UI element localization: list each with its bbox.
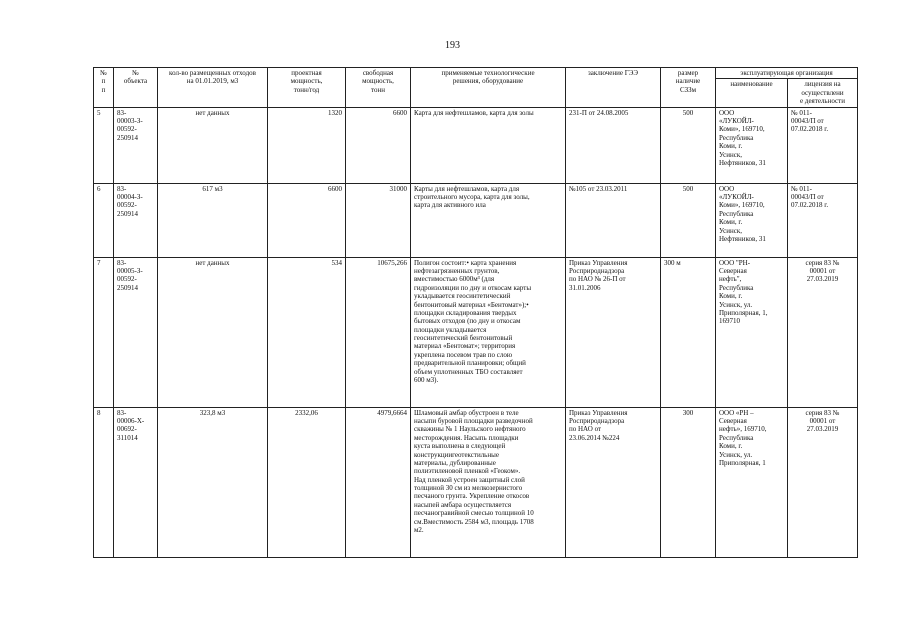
cell-free-capacity: 4979,6664 [346, 407, 411, 557]
table-row [94, 183, 858, 257]
cell-free-capacity: 31000 [346, 183, 411, 257]
waste-facilities-table [93, 67, 858, 558]
header-free-capacity: свободная мощность, тонн [346, 68, 411, 108]
cell-gee: Приказ Управления Росприроднадзора по НАО от 23.06.2014 №224 [566, 407, 661, 557]
header-technology: применяемые технологические решения, оборудование [411, 68, 566, 108]
cell-technology: Полигон состоит:• карта хранения нефтезагрязненных грунтов, вместимостью 6000м³ (для гидроизоляции по дну и откосам карты укладывается геосинтетический бентонитовый материал «Бентомат»);• площадки складирования твердых бытовых отходов (по дну и откосам площадки укладывается геосинтетический бентонитовый материал «Бентомат»; территория укреплена посевом трав по слою предварительной планировки; общий объем уплотненных ТБО составляет 600 м3). [411, 257, 566, 407]
cell-object-no: 83- 00006-Х- 00692- 311014 [114, 407, 158, 557]
cell-free-capacity: 6600 [346, 107, 411, 183]
cell-num: 7 [94, 257, 114, 407]
cell-waste-amount: 617 м3 [158, 183, 268, 257]
cell-technology: Шламовый амбар обустроен в теле насыпи буровой площадки разведочной скважины № 1 Наульского нефтяного месторождения. Насыпь площадки куста выполнена в следующей конструкциигеотекстильные материалы, дублированные полиэтиленовой пленкой «Геоком». Над пленкой устроен защитный слой толщиной 30 см из мелкозернистого песчаного грунта. Укрепление откосов насыпей амбара осуществляется песчаногравийной смесью толщиной 10 см.Вместимость 2584 м3, площадь 1708 м2. [411, 407, 566, 557]
cell-technology: Карта для нефтешламов, карта для золы [411, 107, 566, 183]
header-operator-name: наименование [716, 79, 788, 107]
header-row [94, 68, 858, 79]
cell-num: 6 [94, 183, 114, 257]
header-num: № п п [94, 68, 114, 108]
cell-object-no: 83- 00004-З- 00592- 250914 [114, 183, 158, 257]
cell-operator-name: ООО «РН – Северная нефть», 169710, Республика Коми, г. Усинск, ул. Приполярная, 1 [716, 407, 788, 557]
cell-num: 8 [94, 407, 114, 557]
header-szz: размер наличие СЗЗм [661, 68, 716, 108]
cell-free-capacity: 10675,266 [346, 257, 411, 407]
table-row [94, 107, 858, 183]
cell-license: № 011- 00043/П от 07.02.2018 г. [788, 107, 858, 183]
cell-szz: 300 [661, 407, 716, 557]
page-number: 193 [445, 40, 460, 51]
header-capacity: проектная мощность, тонн/год [268, 68, 346, 108]
cell-gee: №105 от 23.03.2011 [566, 183, 661, 257]
header-gee: заключение ГЭЭ [566, 68, 661, 108]
header-license: лицензия на осуществлени е деятельности [788, 79, 858, 107]
cell-operator-name: ООО «ЛУКОЙЛ- Коми», 169710, Республика Коми, г. Усинск, Нефтяников, 31 [716, 107, 788, 183]
cell-capacity: 534 [268, 257, 346, 407]
cell-technology: Карты для нефтешламов, карта для строительного мусора, карта для золы, карта для активного ила [411, 183, 566, 257]
table-row [94, 257, 858, 407]
cell-waste-amount: нет данных [158, 257, 268, 407]
table-row [94, 407, 858, 557]
cell-license: № 011- 00043/П от 07.02.2018 г. [788, 183, 858, 257]
cell-szz: 500 [661, 183, 716, 257]
cell-operator-name: ООО "РН- Северная нефть", Республика Коми, г. Усинск, ул. Приполярная, 1, 169710 [716, 257, 788, 407]
cell-gee: Приказ Управления Росприроднадзора по НАО № 26-П от 31.01.2006 [566, 257, 661, 407]
cell-license: серия 83 № 00001 от 27.03.2019 [788, 257, 858, 407]
cell-object-no: 83- 00003-З- 00592- 250914 [114, 107, 158, 183]
cell-waste-amount: 323,8 м3 [158, 407, 268, 557]
cell-szz: 500 [661, 107, 716, 183]
cell-szz: 300 м [661, 257, 716, 407]
cell-capacity: 1320 [268, 107, 346, 183]
header-object-no: № объекта [114, 68, 158, 108]
cell-gee: 231-П от 24.08.2005 [566, 107, 661, 183]
cell-object-no: 83- 00005-З- 00592- 250914 [114, 257, 158, 407]
cell-waste-amount: нет данных [158, 107, 268, 183]
header-waste-amount: кол-во размещенных отходов на 01.01.2019, м3 [158, 68, 268, 108]
cell-operator-name: ООО «ЛУКОЙЛ- Коми», 169710, Республика Коми, г. Усинск, Нефтяников, 31 [716, 183, 788, 257]
cell-license: серия 83 № 00001 от 27.03.2019 [788, 407, 858, 557]
header-operator-group: эксплуатирующая организация [716, 68, 858, 79]
cell-num: 5 [94, 107, 114, 183]
cell-capacity: 2332,06 [268, 407, 346, 557]
cell-capacity: 6600 [268, 183, 346, 257]
